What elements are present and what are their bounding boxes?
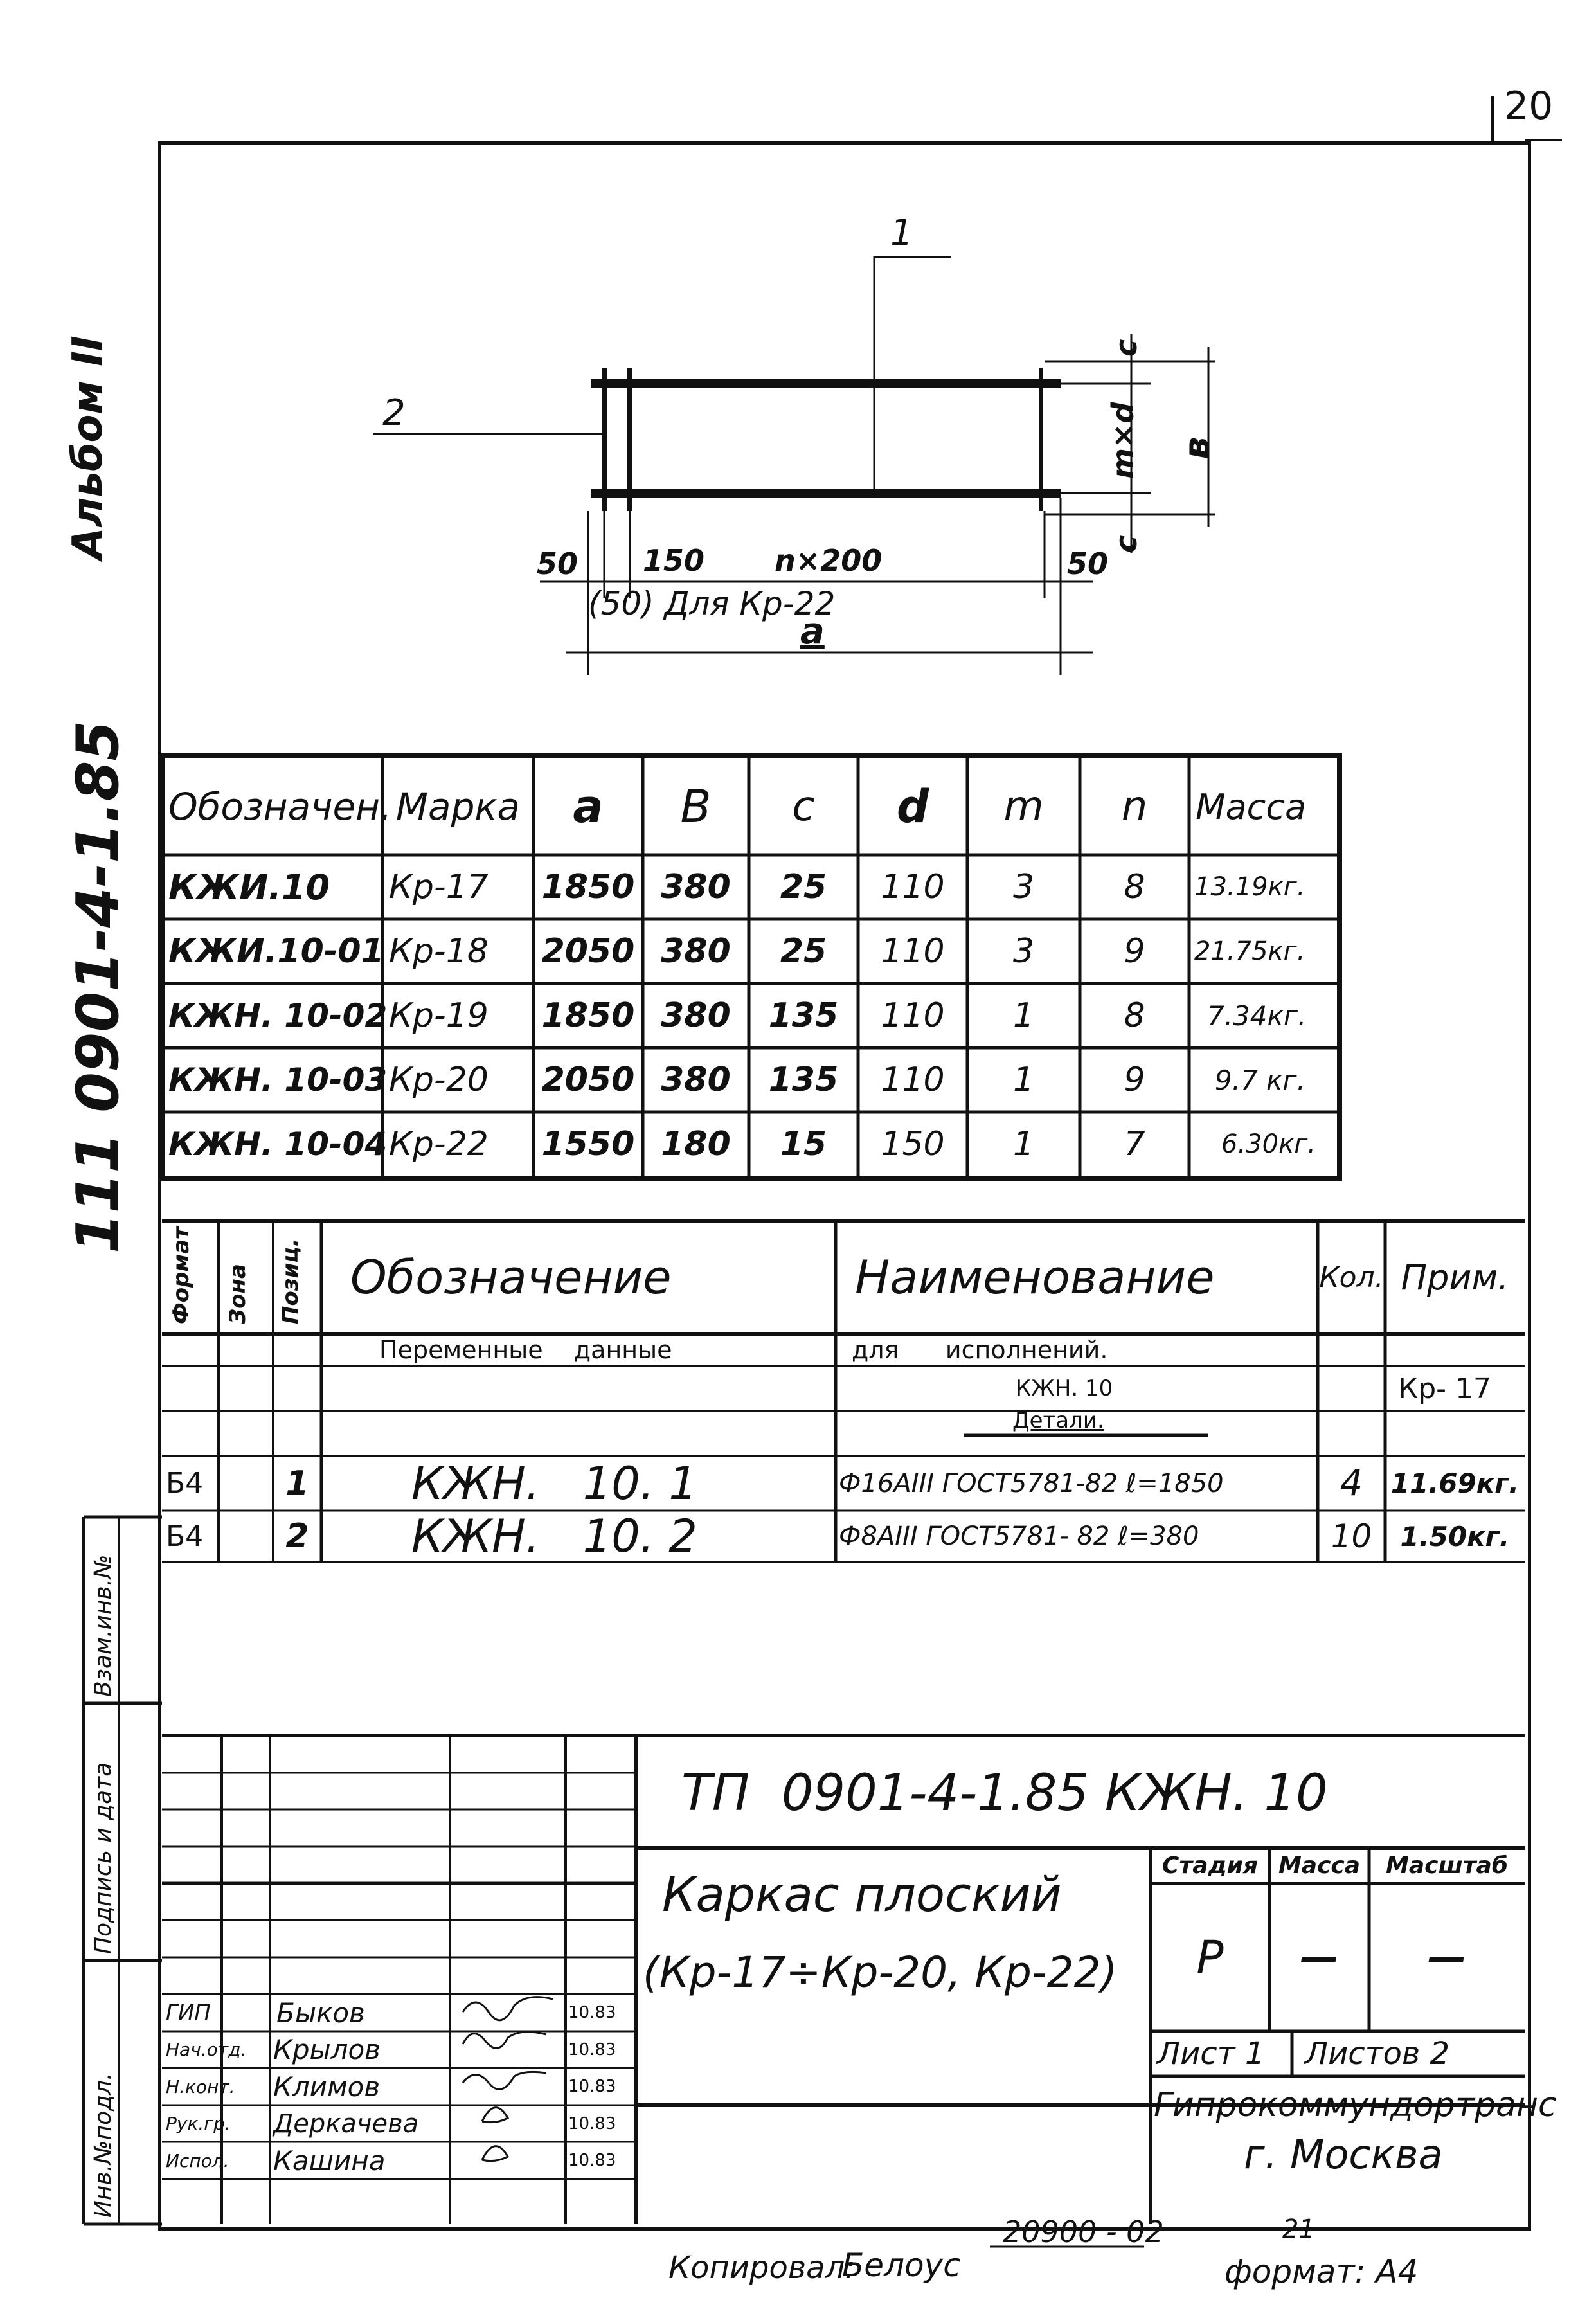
spec-for-versions: для исполнений. <box>852 1336 1108 1364</box>
params-cell-a: 2050 <box>541 932 635 971</box>
spec-cell-designation: КЖН. 10. 1 <box>411 1457 697 1510</box>
spec-cell-qty: 10 <box>1331 1518 1372 1555</box>
params-cell-b: 380 <box>661 996 731 1035</box>
footer-copied-name: Белоус <box>842 2247 961 2284</box>
spec-cell-designation: КЖН. 10. 2 <box>411 1510 697 1563</box>
spec-details: Детали. <box>1012 1408 1104 1433</box>
page-number: 20 <box>1504 84 1554 129</box>
params-cell-m: 3 <box>1012 868 1035 906</box>
spec-header-designation: Обозначение <box>350 1250 672 1304</box>
params-header-d: d <box>896 780 929 833</box>
footer-format: формат: А4 <box>1224 2253 1419 2290</box>
spec-cell-format: Б4 <box>166 1520 204 1553</box>
spec-header-zone: Зона <box>225 1264 251 1324</box>
spec-header-name: Наименование <box>855 1250 1215 1304</box>
header-mass: Масса <box>1278 1853 1361 1879</box>
params-cell-c: 15 <box>780 1125 827 1163</box>
title-block-code: ТП 0901-4-1.85 КЖН. 10 <box>681 1764 1328 1822</box>
params-header-a: a <box>573 780 604 833</box>
header-scale: Масштаб <box>1386 1853 1508 1879</box>
spec-header-qty: Кол. <box>1319 1261 1384 1294</box>
params-header-n: n <box>1121 783 1148 830</box>
params-cell-b: 380 <box>661 932 731 971</box>
params-cell-d: 110 <box>881 868 945 906</box>
signer-name: Климов <box>273 2070 381 2103</box>
params-cell-c: 25 <box>780 868 827 906</box>
signer-date: 10.83 <box>568 2114 616 2133</box>
header-stage: Стадия <box>1162 1853 1258 1879</box>
params-header-designation: Обозначен. <box>168 785 392 829</box>
spec-cell-note: 11.69кг. <box>1390 1468 1520 1499</box>
params-cell-mark: Кр-20 <box>389 1061 489 1099</box>
params-cell-mark: Кр-17 <box>389 868 489 906</box>
signer-date: 10.83 <box>568 2077 616 2096</box>
signer-date: 10.83 <box>568 2003 616 2022</box>
params-cell-m: 1 <box>1012 1125 1035 1163</box>
params-cell-c: 135 <box>768 996 839 1035</box>
spec-version-note: Кр- 17 <box>1398 1372 1492 1405</box>
dim-c-top: c <box>1109 339 1143 357</box>
spec-header-note: Прим. <box>1401 1257 1509 1298</box>
spec-cell-name: Ф16АIII ГОСТ5781-82 ℓ=1850 <box>839 1468 1224 1498</box>
params-cell-n: 8 <box>1124 996 1145 1035</box>
spec-cell-position: 1 <box>285 1464 309 1503</box>
params-header-mark: Марка <box>396 785 520 829</box>
dim-50-right: 50 <box>1067 546 1109 581</box>
dim-b: в <box>1176 436 1218 460</box>
dim-n-x-200: n×200 <box>775 543 883 578</box>
album-label: Альбом II <box>64 336 112 559</box>
params-cell-designation: КЖН. 10-02 <box>168 997 388 1034</box>
dim-50-left: 50 <box>537 546 578 581</box>
params-cell-d: 110 <box>881 932 945 971</box>
organization-city: г. Москва <box>1244 2131 1443 2178</box>
spec-cell-name: Ф8АIII ГОСТ5781- 82 ℓ=380 <box>839 1522 1199 1551</box>
params-cell-mark: Кр-19 <box>389 996 489 1035</box>
stage-value: Р <box>1196 1931 1224 1984</box>
stamp-signature-date: Подпись и дата <box>90 1762 116 1954</box>
spec-version: КЖН. 10 <box>1016 1376 1113 1401</box>
params-cell-mass: 9.7 кг. <box>1215 1064 1305 1096</box>
params-cell-m: 3 <box>1012 932 1035 971</box>
params-cell-b: 180 <box>661 1125 731 1163</box>
params-cell-d: 150 <box>881 1125 945 1163</box>
spec-cell-format: Б4 <box>166 1467 204 1500</box>
side-project-code: 111 0901-4-1.85 <box>64 720 132 1253</box>
title-block-title: Каркас плоский <box>662 1867 1062 1923</box>
spec-cell-qty: 4 <box>1340 1462 1363 1504</box>
params-cell-a: 2050 <box>541 1061 635 1099</box>
signer-date: 10.83 <box>568 2040 616 2060</box>
signer-role: ГИП <box>166 2000 211 2025</box>
params-header-c: c <box>792 783 815 830</box>
position-1-label: 1 <box>890 212 913 254</box>
signer-date: 10.83 <box>568 2151 616 2170</box>
title-block-subtitle: (Кр-17÷Кр-20, Кр-22) <box>643 1948 1118 1997</box>
params-cell-n: 9 <box>1124 1061 1145 1099</box>
stamp-inventory-original: Инв.№подл. <box>90 2072 116 2218</box>
params-cell-a: 1550 <box>541 1125 635 1163</box>
params-header-b: B <box>680 780 712 833</box>
params-cell-n: 9 <box>1124 932 1145 971</box>
params-cell-n: 7 <box>1124 1125 1145 1163</box>
signer-role: Испол. <box>166 2150 229 2171</box>
params-cell-a: 1850 <box>541 996 635 1035</box>
dim-a: a <box>800 611 825 652</box>
dim-c-bottom: c <box>1109 535 1143 553</box>
spec-variable-data: Переменные данные <box>379 1336 672 1364</box>
params-cell-d: 110 <box>881 996 945 1035</box>
params-header-m: m <box>1003 783 1044 830</box>
position-2-label: 2 <box>382 392 406 434</box>
params-cell-mass: 6.30кг. <box>1221 1129 1316 1159</box>
params-cell-b: 380 <box>661 868 731 906</box>
params-cell-mark: Кр-22 <box>389 1125 489 1163</box>
params-header-mass: Масса <box>1196 786 1307 827</box>
stamp-substitute-inventory: Взам.инв.№ <box>90 1554 116 1697</box>
params-cell-mass: 7.34кг. <box>1207 1000 1307 1032</box>
params-cell-mass: 13.19кг. <box>1194 872 1305 902</box>
sheets-total: Листов 2 <box>1305 2036 1450 2072</box>
footer-page-small: 21 <box>1282 2214 1315 2244</box>
signatures <box>463 1997 553 2161</box>
signer-name: Крылов <box>273 2034 381 2065</box>
params-cell-b: 380 <box>661 1061 731 1099</box>
dim-150: 150 <box>643 543 705 578</box>
params-cell-n: 8 <box>1124 868 1145 906</box>
signer-name: Деркачева <box>273 2108 419 2139</box>
spec-header-format: Формат <box>168 1226 194 1324</box>
params-cell-designation: КЖН. 10-03 <box>168 1061 388 1099</box>
params-cell-designation: КЖН. 10-04 <box>168 1126 388 1163</box>
spec-header-position: Позиц. <box>278 1238 303 1324</box>
params-cell-m: 1 <box>1012 996 1035 1035</box>
params-cell-designation: КЖИ.10-01 <box>168 932 384 971</box>
params-cell-d: 110 <box>881 1061 945 1099</box>
footer-order-number: 20900 - 02 <box>1003 2214 1164 2249</box>
note-kp22: (50) Для Кр-22 <box>588 585 836 622</box>
signer-role: Рук.гр. <box>166 2113 231 2134</box>
sheet-number: Лист 1 <box>1157 2036 1265 2072</box>
signer-name: Кашина <box>273 2144 386 2177</box>
params-cell-c: 135 <box>768 1061 839 1099</box>
scale-value: — <box>1428 1935 1466 1980</box>
signer-role: Н.конт. <box>166 2076 235 2097</box>
params-cell-mass: 21.75кг. <box>1194 937 1305 966</box>
signer-name: Быков <box>276 1997 365 2029</box>
params-cell-m: 1 <box>1012 1061 1035 1099</box>
dim-m-x-d: m×d <box>1106 402 1140 479</box>
mass-value: — <box>1300 1935 1339 1980</box>
params-cell-mark: Кр-18 <box>389 932 489 971</box>
spec-cell-position: 2 <box>285 1517 309 1556</box>
signer-role: Нач.отд. <box>166 2039 247 2060</box>
params-cell-a: 1850 <box>541 868 635 906</box>
organization-name: Гипрокоммундортранс <box>1154 2086 1557 2124</box>
spec-cell-note: 1.50кг. <box>1400 1520 1510 1552</box>
params-cell-c: 25 <box>780 932 827 971</box>
footer-copied-label: Копировал: <box>668 2250 856 2286</box>
params-cell-designation: КЖИ.10 <box>168 866 330 908</box>
